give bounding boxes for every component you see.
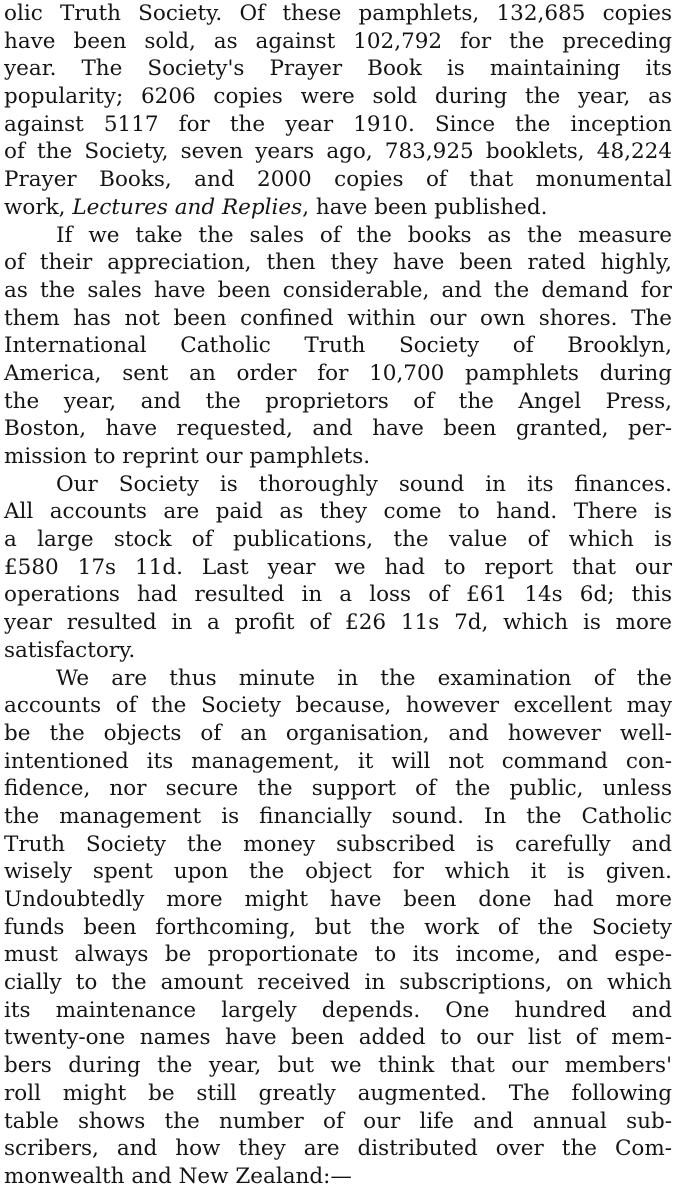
text-line: popularity; 6206 copies were sold during the year, as — [4, 84, 672, 110]
text-line: of their appreciation, then they have been rated highly, — [4, 250, 672, 276]
text-line: satisfactory. — [4, 637, 136, 663]
text-line: intentioned its management, it will not command con- — [4, 748, 672, 774]
paragraph — [4, 222, 672, 471]
text-line: mission to reprint our pamphlets. — [4, 444, 371, 469]
text-line: Truth Society the money subscribed is carefully and — [4, 831, 672, 857]
text-line: twenty-one names have been added to our list of mem- — [4, 1025, 672, 1051]
text-line: year. The Society's Prayer Book is maintaining its — [4, 56, 672, 82]
text-line: £580 17s 11d. Last year we had to report that our — [4, 554, 672, 580]
text-line: roll might be still greatly augmented. The following — [4, 1080, 672, 1106]
text-line: be the objects of an organisation, and however well- — [4, 720, 672, 746]
text-line: olic Truth Society. Of these pamphlets, 132,685 copies — [4, 1, 672, 26]
text-line: table shows the number of our life and annual sub- — [4, 1108, 672, 1134]
text-line: the management is financially sound. In the Catholic — [4, 803, 672, 829]
text-line: wisely spent upon the object for which it is given. — [4, 859, 672, 885]
text-line: the year, and the proprietors of the Angel Press, — [4, 388, 672, 414]
text-line: International Catholic Truth Society of Brooklyn, — [4, 333, 672, 359]
text-line: accounts of the Society because, however excellent may — [4, 693, 672, 719]
text-segment: Lectures and Replies — [72, 194, 303, 220]
text-line: its maintenance largely depends. One hundred and — [4, 997, 672, 1023]
paragraph — [4, 471, 672, 665]
text-line: scribers, and how they are distributed over the Com- — [4, 1136, 672, 1162]
paragraph — [4, 0, 672, 222]
text-line: Undoubtedly more might have been done had more — [4, 887, 672, 912]
text-line — [4, 194, 672, 222]
text-line: America, sent an order for 10,700 pamphlets during — [4, 360, 672, 386]
text-line: year resulted in a profit of £26 11s 7d, which is more — [4, 610, 672, 636]
text-line: them has not been confined within our own shores. The — [4, 305, 672, 331]
text-line: have been sold, as against 102,792 for the preceding — [4, 28, 672, 54]
text-line: operations had resulted in a loss of £61 14s 6d; this — [4, 582, 672, 608]
text-line: We are thus minute in the examination of the — [56, 665, 672, 691]
text-line: must always be proportionate to its income, and espe- — [4, 942, 672, 968]
text-segment: , have been published. — [302, 194, 548, 220]
text-line: All accounts are paid as they come to hand. There is — [4, 499, 672, 525]
text-line: Our Society is thoroughly sound in its finances. — [56, 471, 672, 497]
text-line: a large stock of publications, the value of which is — [4, 527, 672, 553]
text-line: cially to the amount received in subscriptions, on which — [4, 970, 672, 996]
text-line: Boston, have requested, and have been granted, per- — [4, 416, 672, 442]
text-line: bers during the year, but we think that our members' — [4, 1053, 672, 1079]
text-line: fidence, nor secure the support of the public, unless — [4, 776, 672, 802]
text-line: against 5117 for the year 1910. Since the inception — [4, 111, 672, 137]
text-line: of the Society, seven years ago, 783,925 booklets, 48,224 — [4, 139, 672, 165]
text-line: Prayer Books, and 2000 copies of that monumental — [4, 167, 672, 193]
text-line: monwealth and New Zealand:— — [4, 1163, 352, 1189]
text-line: funds been forthcoming, but the work of the Society — [4, 914, 672, 940]
text-line: as the sales have been considerable, and the demand for — [4, 277, 672, 303]
paragraph — [4, 665, 672, 1191]
document-page — [4, 0, 672, 1191]
text-line: If we take the sales of the books as the measure — [56, 222, 672, 248]
text-segment: work, — [4, 194, 73, 220]
